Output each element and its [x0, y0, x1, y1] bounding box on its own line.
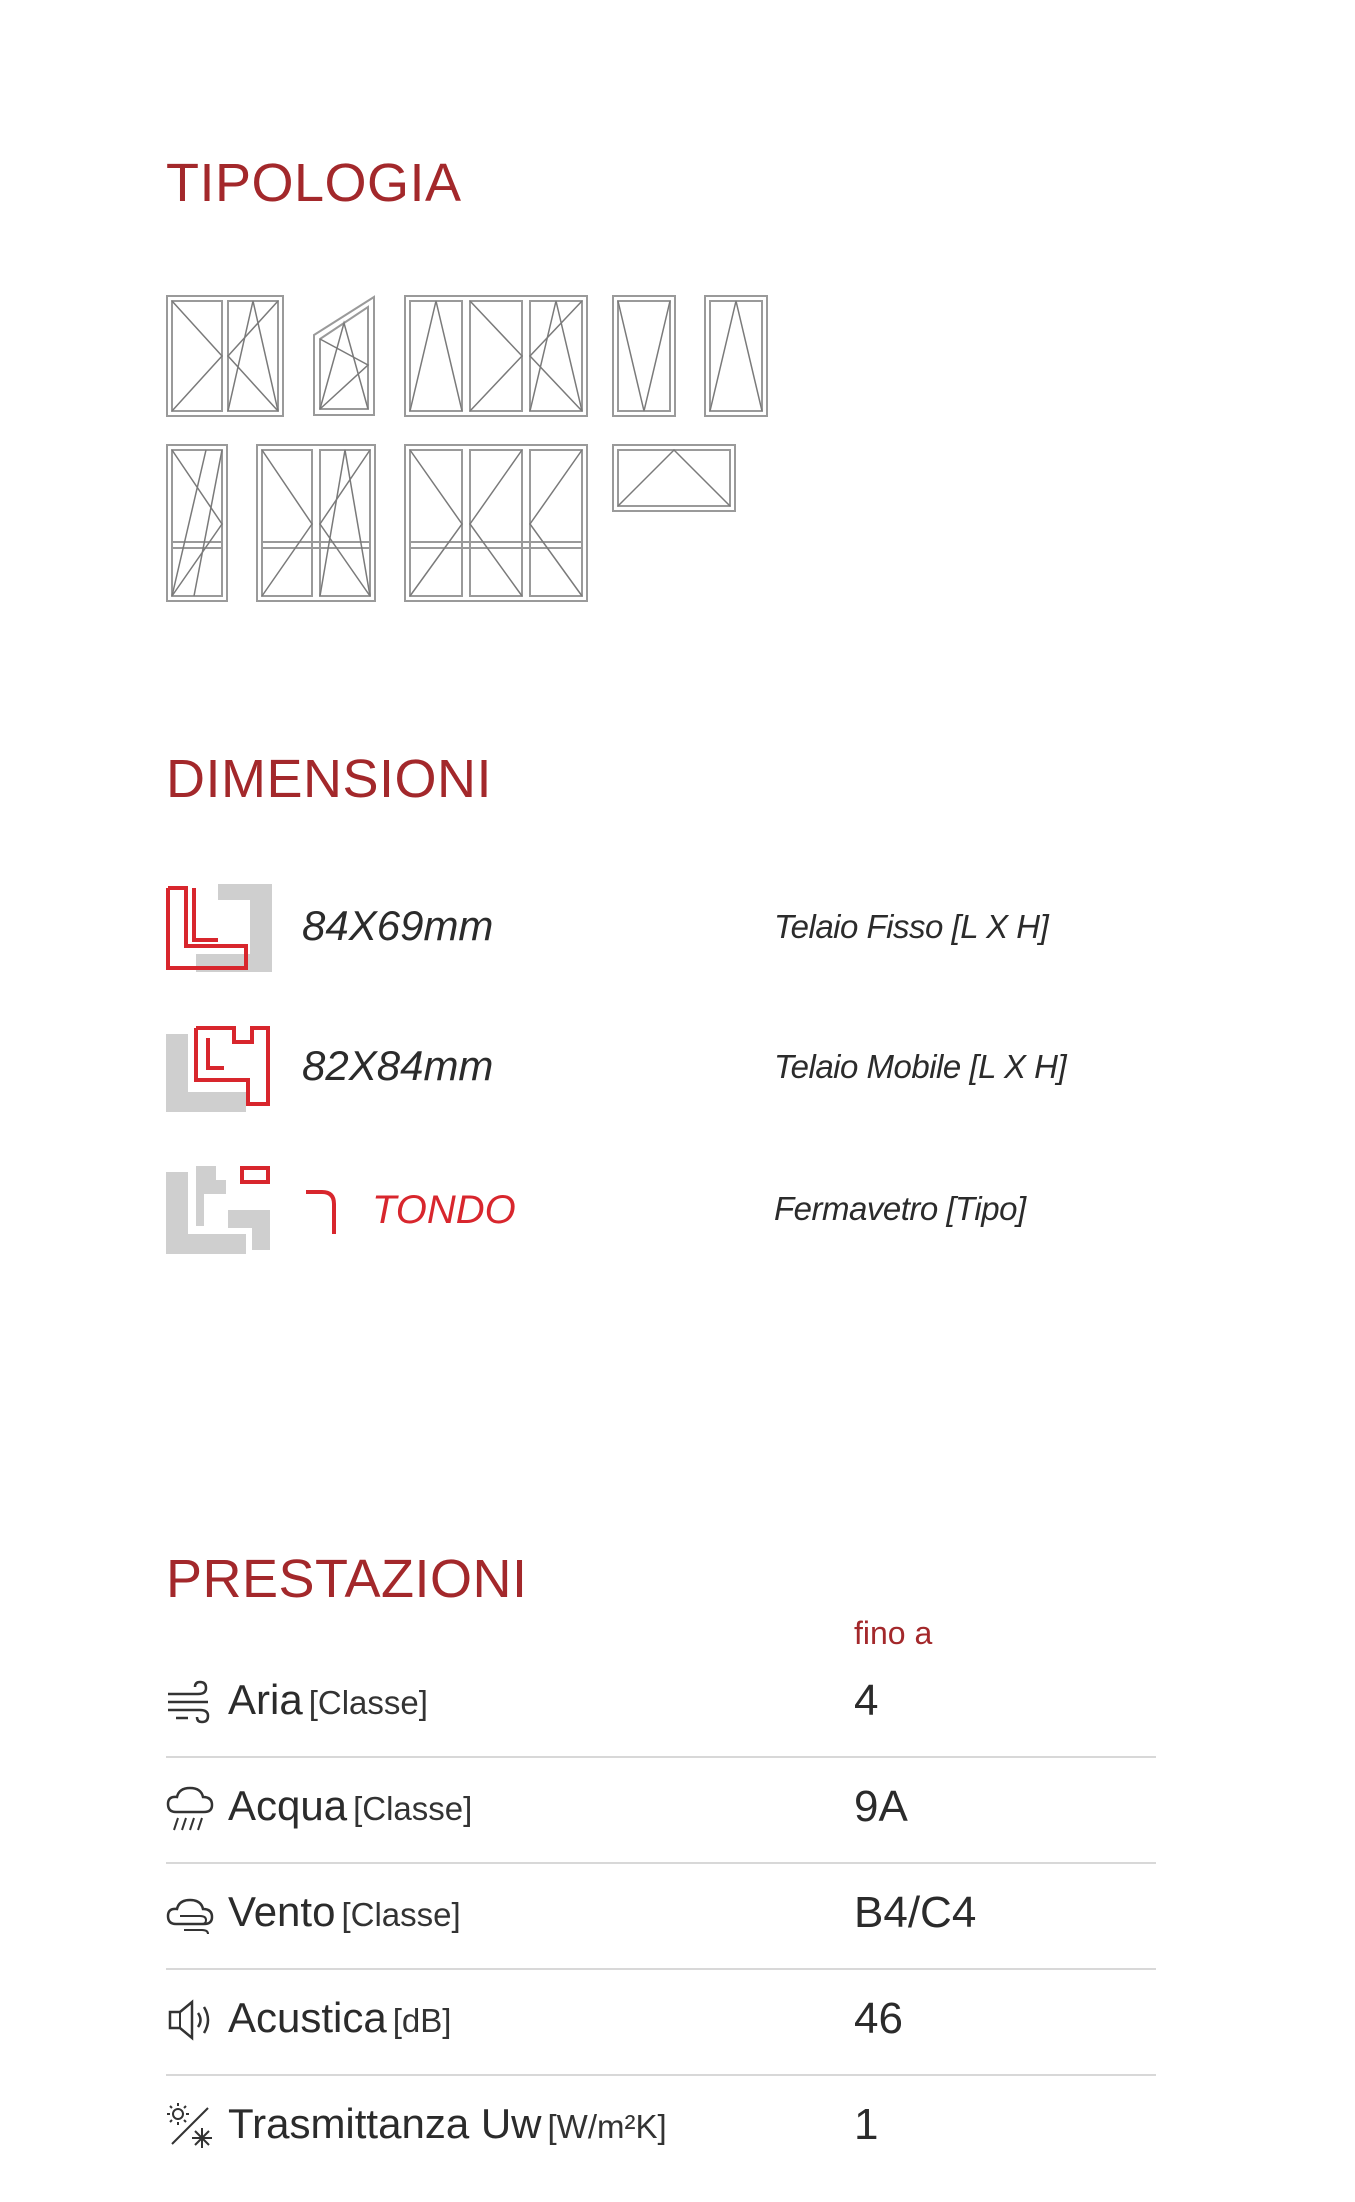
window-type-door-triple-icon — [404, 444, 588, 602]
performance-row-aria — [166, 1652, 1156, 1758]
window-type-double-casement-icon — [166, 295, 284, 417]
window-type-top-hung-icon — [612, 444, 736, 512]
performance-name: Vento [Classe] — [228, 1888, 461, 1935]
window-type-door-single-icon — [166, 444, 228, 602]
performance-row-trasmittanza — [166, 2076, 1156, 2180]
performance-value: B4/C4 — [854, 1888, 977, 1937]
performance-row-vento — [166, 1864, 1156, 1970]
performance-column-header: fino a — [854, 1615, 933, 1651]
performance-name: Acustica [dB] — [228, 1994, 452, 2041]
dimension-row-telaio-mobile — [166, 1024, 1126, 1114]
window-type-trapezoid-icon — [312, 295, 376, 417]
dimension-row-telaio-fisso — [166, 884, 1126, 974]
rain-cloud-icon — [166, 1784, 214, 1832]
window-type-door-double-icon — [256, 444, 376, 602]
dimension-value: 82X84mm — [302, 1042, 494, 1089]
window-type-single-tilt-icon — [612, 295, 676, 417]
window-type-triple-casement-icon — [404, 295, 588, 417]
window-type-single-turn-icon — [704, 295, 768, 417]
rounded-bead-icon — [304, 1188, 338, 1236]
dimension-value: TONDO — [372, 1188, 516, 1232]
performance-value: 4 — [854, 1676, 879, 1725]
dimension-row-fermavetro — [166, 1166, 1126, 1256]
mobile-frame-profile-icon — [166, 1024, 272, 1112]
fixed-frame-profile-icon — [166, 884, 272, 972]
performance-value: 9A — [854, 1782, 908, 1831]
performance-table — [166, 1652, 1156, 2180]
performance-row-acustica — [166, 1970, 1156, 2076]
dimension-label: Telaio Mobile [L X H] — [774, 1048, 1067, 1085]
dimension-value: 84X69mm — [302, 902, 494, 949]
performance-value: 46 — [854, 1994, 903, 2043]
performance-name: Aria [Classe] — [228, 1676, 428, 1723]
section-title-tipologia: TIPOLOGIA — [166, 153, 462, 213]
wind-icon — [166, 1678, 214, 1726]
performance-row-acqua — [166, 1758, 1156, 1864]
section-title-dimensioni: DIMENSIONI — [166, 749, 493, 809]
performance-name: Trasmittanza Uw [W/m²K] — [228, 2100, 667, 2147]
thermal-icon — [166, 2102, 214, 2150]
speaker-icon — [166, 1996, 214, 2044]
wind-cloud-icon — [166, 1890, 214, 1938]
performance-name: Acqua [Classe] — [228, 1782, 473, 1829]
glazing-bead-profile-icon — [166, 1166, 272, 1254]
performance-value: 1 — [854, 2100, 879, 2149]
dimension-label: Fermavetro [Tipo] — [774, 1190, 1026, 1227]
section-title-prestazioni: PRESTAZIONI — [166, 1549, 528, 1609]
dimension-label: Telaio Fisso [L X H] — [774, 908, 1049, 945]
